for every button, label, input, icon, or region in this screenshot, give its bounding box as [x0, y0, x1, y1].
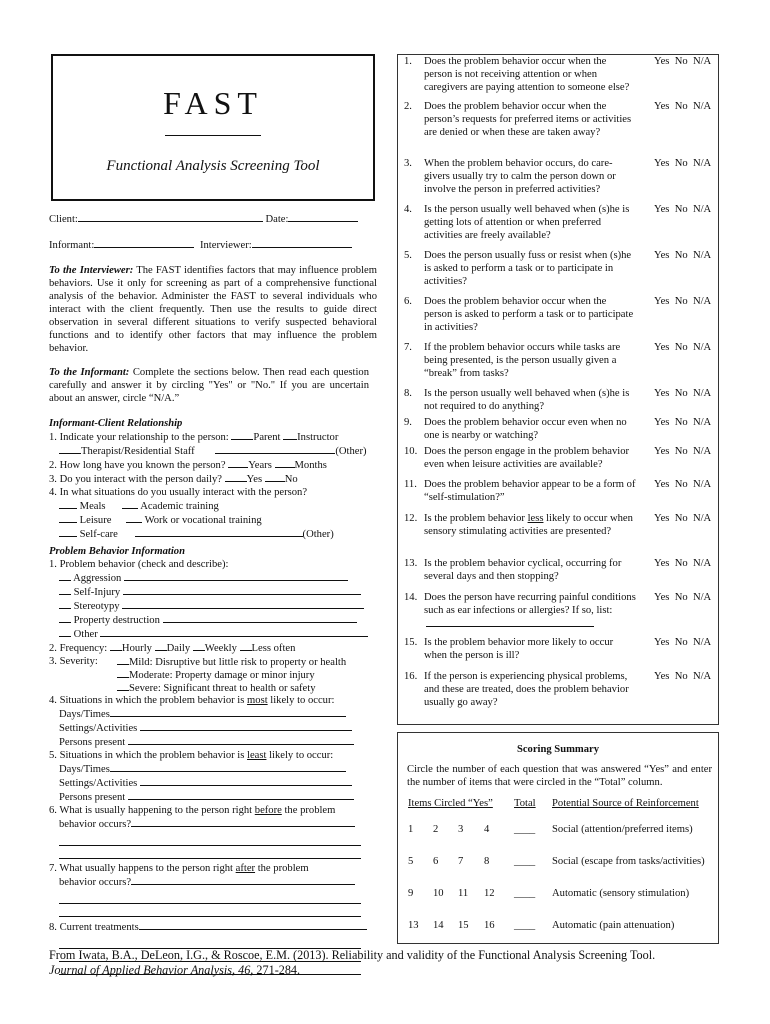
- relationship-q2: [49, 458, 374, 472]
- q4-em: most: [247, 695, 268, 706]
- behavior-q6: [49, 804, 369, 817]
- q6-em: before: [254, 805, 282, 816]
- frequency-row: [49, 641, 369, 655]
- col-items-header: Items Circled “Yes”: [408, 798, 493, 809]
- most-settings-label: Settings/Activities: [59, 723, 138, 734]
- date-label: Date:: [265, 214, 289, 225]
- question-text-block: [404, 478, 636, 504]
- severity-moderate: [117, 668, 315, 682]
- question-text-block: [404, 100, 636, 139]
- behavior-q4: [49, 694, 369, 707]
- meals-label: Meals: [79, 501, 106, 512]
- scoring-source: Automatic (pain attenuation): [552, 920, 675, 931]
- behavior-info-heading: Problem Behavior Information: [49, 546, 185, 557]
- q6-field-2[interactable]: [59, 835, 361, 846]
- question-number: 10.: [404, 446, 418, 457]
- behavior-type-row: [49, 571, 369, 585]
- conditions-field[interactable]: [426, 617, 594, 627]
- hourly-check[interactable]: [110, 641, 122, 651]
- behavior-type-check[interactable]: [59, 571, 71, 581]
- behavior-q1: 1. Problem behavior (check and describe):: [49, 559, 229, 570]
- least-persons-row: [49, 790, 369, 804]
- answer-choices[interactable]: Yes No N/A: [654, 250, 712, 261]
- col-source-header: Potential Source of Reinforcement: [552, 798, 699, 809]
- q7-em: after: [235, 863, 256, 874]
- question-text: Does the problem behavior occur when the person is not receiving attention or when caregivers are paying attention to someone else?: [424, 56, 630, 93]
- hourly-label: Hourly: [121, 643, 152, 654]
- behavior-type-description[interactable]: [163, 613, 357, 623]
- answer-choices[interactable]: Yes No N/A: [654, 296, 712, 307]
- scoring-source: Social (escape from tasks/activities): [552, 856, 705, 867]
- relationship-q2-text: 2. How long have you known the person?: [49, 460, 226, 471]
- daily-no-label: No: [284, 474, 298, 485]
- interviewer-note: [49, 264, 377, 355]
- question-text-block: [404, 387, 636, 413]
- question-text: Does the problem behavior occur when the person’s requests for preferred items or activities are denied or when these are taken away?: [424, 101, 632, 138]
- scoring-total-field[interactable]: ____: [514, 824, 536, 835]
- question-text-block: [404, 591, 636, 631]
- answer-choices[interactable]: Yes No N/A: [654, 101, 712, 112]
- most-settings-field[interactable]: [140, 721, 352, 731]
- q7-field-2[interactable]: [59, 893, 361, 904]
- informant-note: [49, 366, 369, 405]
- scoring-item-number[interactable]: 8: [484, 856, 490, 867]
- question-number: 3.: [404, 158, 412, 169]
- behavior-type-description[interactable]: [123, 585, 361, 595]
- weekly-label: Weekly: [204, 643, 237, 654]
- severe-check[interactable]: [117, 681, 129, 691]
- question-number: 1.: [404, 56, 412, 67]
- q7-post: the problem: [255, 863, 309, 874]
- answer-choices[interactable]: Yes No N/A: [654, 479, 712, 490]
- question-text-rest: likely to occur when sensory stimulating activities are presented?: [424, 513, 633, 537]
- question-text-block: [404, 636, 636, 662]
- question-text: Does the person usually fuss or resist when (s)he is asked to perform a task or to participate in activities?: [424, 250, 632, 287]
- daily-yes-label: Yes: [246, 474, 263, 485]
- scoring-total-field[interactable]: ____: [514, 888, 536, 899]
- question-text: Is the problem behavior more likely to occur when the person is ill?: [424, 637, 614, 661]
- behavior-type-description[interactable]: [100, 627, 368, 637]
- scoring-item-number[interactable]: 10: [433, 888, 444, 899]
- client-date-row: [49, 212, 369, 226]
- q6-pre: 6. What is usually happening to the person right: [49, 805, 255, 816]
- behavior-type-label: Other: [73, 629, 98, 640]
- months-label: Months: [294, 460, 327, 471]
- question-text-block: [404, 249, 636, 288]
- q7-field-1[interactable]: [131, 875, 355, 885]
- scoring-item-number[interactable]: 4: [484, 824, 490, 835]
- q4-post: likely to occur:: [267, 695, 335, 706]
- daily-yes-check[interactable]: [225, 472, 247, 482]
- interviewer-note-label: To the Interviewer:: [49, 265, 134, 276]
- leisure-label: Leisure: [79, 515, 112, 526]
- behavior-info-section: [49, 545, 369, 975]
- question-number: 8.: [404, 388, 412, 399]
- frequency-label: 2. Frequency:: [49, 643, 108, 654]
- scoring-source: Automatic (sensory stimulation): [552, 888, 690, 899]
- question-text-em: less: [527, 513, 544, 524]
- least-settings-row: [49, 776, 369, 790]
- scoring-item-number[interactable]: 3: [458, 824, 464, 835]
- q7-cont: behavior occurs?: [59, 877, 132, 888]
- title-box: [51, 54, 375, 201]
- relationship-q3: [49, 472, 374, 486]
- question-text-block: [404, 157, 636, 196]
- question-text: Does the person have recurring painful conditions such as ear infections or allergies? If so, list:: [424, 592, 636, 616]
- interviewer-label: Interviewer:: [199, 240, 252, 251]
- most-days-field[interactable]: [110, 707, 346, 717]
- question-text-block: [404, 416, 636, 442]
- situation-row-3: [49, 527, 374, 541]
- citation-line2: [49, 963, 300, 978]
- less-often-label: Less often: [251, 643, 296, 654]
- least-days-label: Days/Times: [59, 764, 110, 775]
- months-field[interactable]: [275, 458, 295, 468]
- question-number: 7.: [404, 342, 412, 353]
- relationship-q4: 4. In what situations do you usually interact with the person?: [49, 487, 308, 498]
- behavior-type-row: [49, 599, 369, 613]
- selfcare-label: Self-care: [79, 529, 118, 540]
- interviewer-field[interactable]: [252, 238, 352, 248]
- most-settings-row: [49, 721, 369, 735]
- selfcare-check[interactable]: [59, 527, 77, 537]
- question-text: If the person is experiencing physical problems, and these are treated, does the problem behavior usually go away?: [424, 671, 629, 708]
- relationship-heading: Informant-Client Relationship: [49, 418, 183, 429]
- parent-check[interactable]: [231, 430, 253, 440]
- situation-row-2: [49, 513, 374, 527]
- scoring-instructions: Circle the number of each question that was answered “Yes” and enter the number of items that were circled in the “Total” column.: [407, 764, 712, 788]
- citation-pages: 271-284.: [253, 963, 301, 977]
- behavior-type-row: [49, 627, 369, 641]
- q6-field-3[interactable]: [59, 848, 361, 859]
- scoring-total-field[interactable]: ____: [514, 920, 536, 931]
- daily-label: Daily: [166, 643, 191, 654]
- therapist-label: Therapist/Residential Staff: [81, 446, 195, 457]
- scoring-item-number[interactable]: 11: [458, 888, 469, 899]
- q8-field-1[interactable]: [139, 920, 367, 930]
- question-text-block: [404, 341, 636, 380]
- instructor-label: Instructor: [297, 432, 339, 443]
- informant-row: [49, 238, 369, 252]
- question-number: 11.: [404, 479, 417, 490]
- behavior-type-check[interactable]: [59, 585, 71, 595]
- client-label: Client:: [49, 214, 78, 225]
- severity-block: [49, 655, 369, 694]
- least-settings-field[interactable]: [140, 776, 352, 786]
- behavior-type-description[interactable]: [122, 599, 364, 609]
- most-persons-row: [49, 735, 369, 749]
- scoring-item-number[interactable]: 12: [484, 888, 495, 899]
- least-settings-label: Settings/Activities: [59, 778, 138, 789]
- behavior-type-check[interactable]: [59, 599, 71, 609]
- answer-choices[interactable]: Yes No N/A: [654, 592, 712, 603]
- question-text-block: [404, 512, 636, 538]
- behavior-q8: [49, 920, 369, 934]
- question-text: Does the problem behavior occur even when no one is nearby or watching?: [424, 417, 627, 441]
- relationship-section: [49, 417, 374, 541]
- question-text-block: [404, 445, 636, 471]
- informant-field[interactable]: [94, 238, 194, 248]
- client-field[interactable]: [78, 212, 263, 222]
- less-often-check[interactable]: [240, 641, 252, 651]
- question-text-block: [404, 203, 636, 242]
- behavior-q5: [49, 749, 369, 762]
- meals-check[interactable]: [59, 499, 77, 509]
- q6-cont: behavior occurs?: [59, 819, 132, 830]
- question-number: 5.: [404, 250, 412, 261]
- question-text: Is the person usually well behaved when (s)he is getting lots of attention or when preferred activities are freely available?: [424, 204, 630, 241]
- therapist-check[interactable]: [59, 444, 81, 454]
- informant-note-label: To the Informant:: [49, 367, 130, 378]
- question-text: Does the person engage in the problem behavior even when leisure activities are available?: [424, 446, 630, 470]
- behavior-type-row: [49, 613, 369, 627]
- citation-line1: From Iwata, B.A., DeLeon, I.G., & Roscoe, E.M. (2013). Reliability and validity of the Functional Analysis Screening Tool.: [49, 948, 656, 962]
- question-text-block: [404, 295, 636, 334]
- informant-label: Informant:: [49, 240, 95, 251]
- behavior-q7: [49, 862, 369, 875]
- relationship-q1-cont: [49, 444, 374, 458]
- q7-field-3[interactable]: [59, 906, 361, 917]
- q4-pre: 4. Situations in which the problem behavior is: [49, 695, 248, 706]
- severity-label: 3. Severity:: [49, 656, 98, 667]
- least-days-row: [49, 762, 369, 776]
- scoring-source: Social (attention/preferred items): [552, 824, 693, 835]
- behavior-type-label: Stereotypy: [73, 601, 120, 612]
- severity-severe: [117, 681, 316, 695]
- title-rule: [165, 135, 261, 136]
- behavior-type-description[interactable]: [124, 571, 348, 581]
- moderate-check[interactable]: [117, 668, 129, 678]
- question-text-pre: Is the problem behavior: [424, 513, 528, 524]
- leisure-check[interactable]: [59, 513, 77, 523]
- answer-choices[interactable]: Yes No N/A: [654, 558, 712, 569]
- q7-pre: 7. What usually happens to the person right: [49, 863, 236, 874]
- question-number: 15.: [404, 637, 418, 648]
- relationship-other-field[interactable]: [215, 444, 335, 454]
- q7-cont-row: [49, 875, 369, 889]
- least-persons-field[interactable]: [128, 790, 354, 800]
- q5-post: likely to occur:: [266, 750, 334, 761]
- question-text: Is the person usually well behaved when (s)he is not required to do anything?: [424, 388, 630, 412]
- form-subtitle: Functional Analysis Screening Tool: [106, 158, 320, 174]
- answer-choices[interactable]: Yes No N/A: [654, 342, 712, 353]
- behavior-type-label: Aggression: [73, 573, 122, 584]
- behavior-type-label: Self-Injury: [73, 587, 121, 598]
- scoring-item-number[interactable]: 1: [408, 824, 414, 835]
- answer-choices[interactable]: Yes No N/A: [654, 671, 712, 682]
- interviewer-note-text: The FAST identifies factors that may influence problem behaviors. Use it only for screening as part of a comprehensive functional analysis of the behavior. Administer the FAST to several individuals who interact with the client frequently. Then use the results to guide direct observation in several different situations to verify suspected behavioral functions and to identify other factors that may influence the problem behavior.: [49, 265, 377, 354]
- years-label: Years: [248, 460, 272, 471]
- form-acronym: FAST: [163, 85, 263, 121]
- instructor-check[interactable]: [283, 430, 297, 440]
- question-number: 12.: [404, 513, 418, 524]
- daily-no-check[interactable]: [265, 472, 285, 482]
- q8-label: 8. Current treatments: [49, 922, 139, 933]
- severe-label: Severe: Significant threat to health or safety: [129, 683, 316, 694]
- question-text: When the problem behavior occurs, do care-givers usually try to calm the person down or involve the person in preferred activities?: [424, 158, 616, 195]
- answer-choices[interactable]: Yes No N/A: [654, 417, 712, 428]
- question-text: Does the problem behavior appear to be a form of “self-stimulation?”: [424, 479, 636, 503]
- q6-field-1[interactable]: [131, 817, 355, 827]
- vocational-label: Work or vocational training: [144, 515, 262, 526]
- behavior-type-list: [49, 571, 369, 641]
- most-persons-field[interactable]: [128, 735, 354, 745]
- answer-choices[interactable]: Yes No N/A: [654, 446, 712, 457]
- scoring-item-number[interactable]: 6: [433, 856, 439, 867]
- situation-other-label: (Other): [302, 529, 334, 540]
- scoring-item-number[interactable]: 2: [433, 824, 439, 835]
- scoring-title: Scoring Summary: [516, 744, 600, 755]
- question-text-block: [404, 557, 636, 583]
- behavior-type-check[interactable]: [59, 613, 71, 623]
- scoring-item-number[interactable]: 13: [408, 920, 419, 931]
- scoring-item-number[interactable]: 15: [458, 920, 469, 931]
- question-text: If the problem behavior occurs while tasks are being presented, is the person usually given a “break” from tasks?: [424, 342, 621, 379]
- most-days-label: Days/Times: [59, 709, 110, 720]
- answer-choices[interactable]: Yes No N/A: [654, 513, 712, 524]
- col-total-header: Total: [514, 798, 536, 809]
- q5-pre: 5. Situations in which the problem behavior is: [49, 750, 248, 761]
- scoring-item-number[interactable]: 16: [484, 920, 495, 931]
- vocational-check[interactable]: [126, 513, 142, 523]
- answer-choices[interactable]: Yes No N/A: [654, 204, 712, 215]
- question-number: 2.: [404, 101, 412, 112]
- behavior-type-label: Property destruction: [73, 615, 160, 626]
- question-text: Is the problem behavior cyclical, occurring for several days and then stopping?: [424, 558, 622, 582]
- q6-post: the problem: [281, 805, 336, 816]
- question-text: Does the problem behavior occur when the person is asked to perform a task or to participate in activities?: [424, 296, 634, 333]
- answer-choices[interactable]: Yes No N/A: [654, 637, 712, 648]
- relationship-q1: [49, 430, 374, 444]
- q6-cont-row: [49, 817, 369, 831]
- scoring-item-number[interactable]: 14: [433, 920, 444, 931]
- question-text-block: [404, 55, 636, 94]
- answer-choices[interactable]: Yes No N/A: [654, 158, 712, 169]
- least-persons-label: Persons present: [59, 792, 126, 803]
- parent-label: Parent: [253, 432, 281, 443]
- question-number: 6.: [404, 296, 412, 307]
- relationship-other-label: (Other): [335, 446, 367, 457]
- informant-note-text: Complete the sections below. Then read each question carefully and answer it by circling "Yes" or "No." If you are uncertain about an answer, circle “N/A.”: [49, 367, 369, 404]
- moderate-label: Moderate: Property damage or minor injury: [129, 670, 315, 681]
- question-number: 13.: [404, 558, 418, 569]
- question-text-block: [404, 670, 636, 709]
- question-number: 9.: [404, 417, 412, 428]
- situation-row-1: [49, 499, 374, 513]
- daily-check[interactable]: [155, 641, 167, 651]
- scoring-total-field[interactable]: ____: [514, 856, 536, 867]
- answer-choices[interactable]: Yes No N/A: [654, 388, 712, 399]
- question-number: 16.: [404, 671, 418, 682]
- scoring-item-number[interactable]: 9: [408, 888, 414, 899]
- scoring-summary-box: [397, 732, 719, 944]
- citation-journal: Journal of Applied Behavior Analysis, 46,: [49, 963, 254, 977]
- relationship-q3-text: 3. Do you interact with the person daily?: [49, 474, 222, 485]
- question-number: 14.: [404, 592, 418, 603]
- scoring-item-number[interactable]: 7: [458, 856, 464, 867]
- behavior-type-check[interactable]: [59, 627, 71, 637]
- years-field[interactable]: [228, 458, 248, 468]
- behavior-type-row: [49, 585, 369, 599]
- mild-check[interactable]: [117, 655, 129, 665]
- scoring-item-number[interactable]: 5: [408, 856, 414, 867]
- least-days-field[interactable]: [110, 762, 346, 772]
- answer-choices[interactable]: Yes No N/A: [654, 56, 712, 67]
- situation-other-field[interactable]: [135, 527, 303, 537]
- most-persons-label: Persons present: [59, 737, 126, 748]
- weekly-check[interactable]: [193, 641, 205, 651]
- mild-label: Mild: Disruptive but little risk to property or health: [129, 657, 347, 668]
- question-number: 4.: [404, 204, 412, 215]
- academic-label: Academic training: [140, 501, 219, 512]
- q5-em: least: [247, 750, 267, 761]
- questions-box: [397, 54, 719, 725]
- relationship-q1-text: 1. Indicate your relationship to the person:: [49, 432, 229, 443]
- most-days-row: [49, 707, 369, 721]
- severity-mild: [117, 655, 346, 669]
- academic-check[interactable]: [122, 499, 138, 509]
- date-field[interactable]: [288, 212, 358, 222]
